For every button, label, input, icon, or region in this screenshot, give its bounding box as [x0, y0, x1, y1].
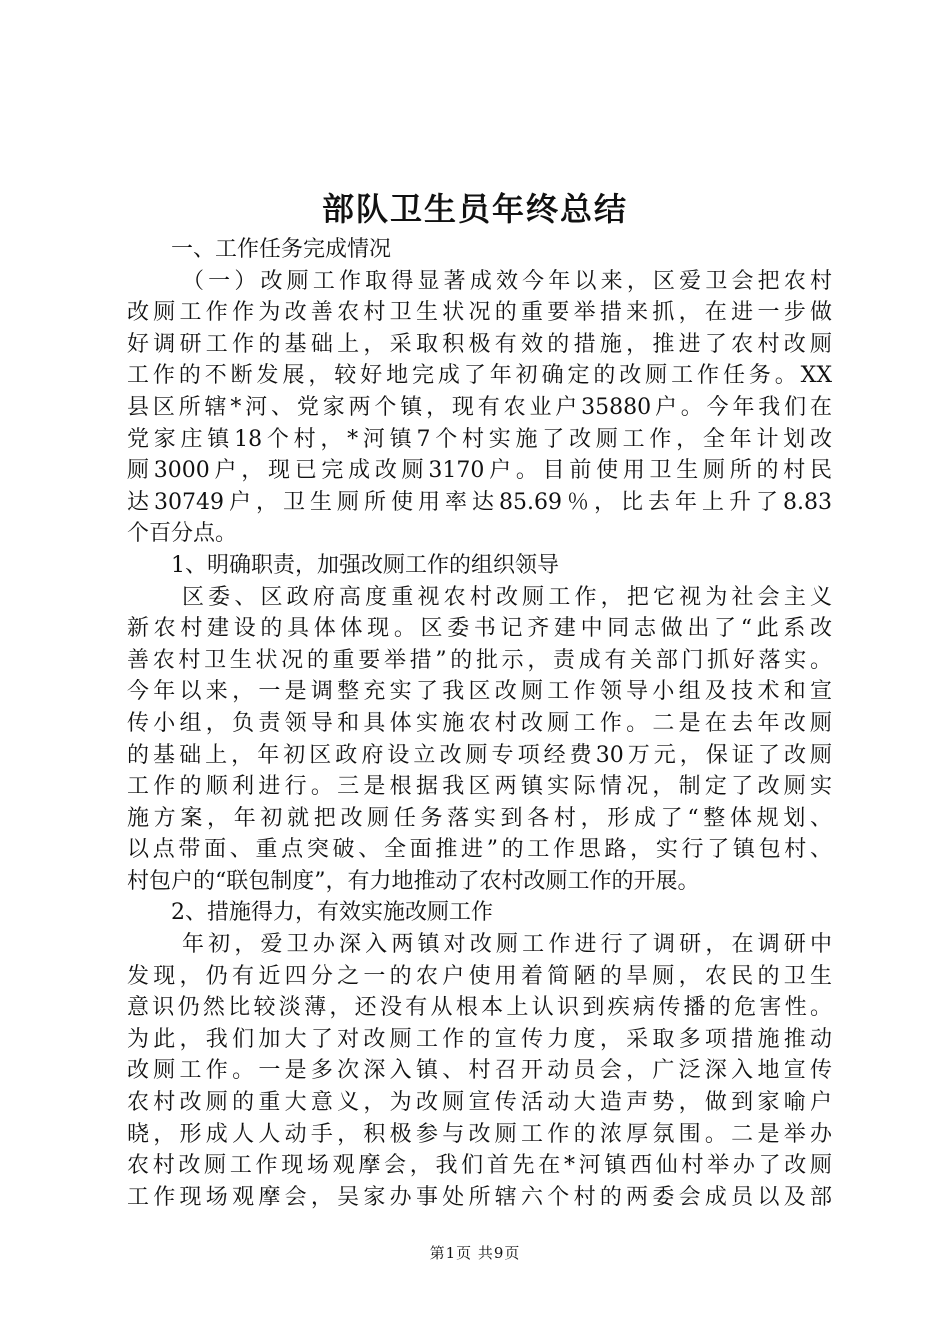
- paragraph-line: 年初，爱卫办深入两镇对改厕工作进行了调研，在调研中: [182, 932, 832, 958]
- paragraph-line: 晓，形成人人动手，积极参与改厕工作的浓厚氛围。二是举办: [127, 1121, 832, 1147]
- paragraph-line: 发现，仍有近四分之一的农户使用着简陋的旱厕，农民的卫生: [127, 963, 832, 989]
- paragraph-line: 为此，我们加大了对改厕工作的宣传力度，采取多项措施推动: [127, 1026, 832, 1052]
- section-heading: 一、工作任务完成情况: [171, 237, 392, 262]
- paragraph-line: （一）改厕工作取得显著成效今年以来，区爱卫会把农村: [182, 268, 832, 294]
- section-heading: 2、措施得力，有效实施改厕工作: [171, 900, 493, 926]
- document-title: 部队卫生员年终总结: [321, 190, 628, 228]
- paragraph-line: 善农村卫生状况的重要举措”的批示，责成有关部门抓好落实。: [127, 647, 832, 673]
- document-body: [127, 234, 832, 1213]
- paragraph-line: 农村改厕的重大意义，为改厕宣传活动大造声势，做到家喻户: [127, 1090, 832, 1116]
- paragraph-line: 厕3000户，现已完成改厕3170户。目前使用卫生厕所的村民: [127, 458, 832, 484]
- paragraph-line: 县区所辖*河、党家两个镇，现有农业户35880户。今年我们在: [127, 394, 832, 420]
- paragraph-line: 新农村建设的具体体现。区委书记齐建中同志做出了“此系改: [127, 616, 832, 642]
- paragraph-line: 施方案，年初就把改厕任务落实到各村，形成了“整体规划、: [127, 805, 832, 831]
- paragraph-line: 农村改厕工作现场观摩会，我们首先在*河镇西仙村举办了改厕: [127, 1153, 832, 1179]
- paragraph-line: 以点带面、重点突破、全面推进”的工作思路，实行了镇包村、: [127, 837, 832, 863]
- paragraph-line: 工作的顺利进行。三是根据我区两镇实际情况，制定了改厕实: [127, 774, 832, 800]
- paragraph-line: 村包户的“联包制度”，有力地推动了农村改厕工作的开展。: [127, 868, 700, 894]
- paragraph-line: 改厕工作作为改善农村卫生状况的重要举措来抓，在进一步做: [127, 300, 832, 326]
- paragraph-line: 达30749户，卫生厕所使用率达85.69％，比去年上升了8.83: [127, 489, 832, 515]
- paragraph-line: 工作现场观摩会，吴家办事处所辖六个村的两委会成员以及部: [127, 1184, 832, 1210]
- paragraph-line: 改厕工作。一是多次深入镇、村召开动员会，广泛深入地宣传: [127, 1058, 832, 1084]
- paragraph-line: 区委、区政府高度重视农村改厕工作，把它视为社会主义: [182, 584, 832, 610]
- paragraph-line: 工作的不断发展，较好地完成了年初确定的改厕工作任务。XX: [127, 363, 832, 389]
- page-number-footer: 第1页 共9页: [429, 1244, 521, 1262]
- paragraph-line: 的基础上，年初区政府设立改厕专项经费30万元，保证了改厕: [127, 742, 832, 768]
- section-heading: 1、明确职责，加强改厕工作的组织领导: [171, 552, 559, 578]
- paragraph-line: 今年以来，一是调整充实了我区改厕工作领导小组及技术和宣: [127, 679, 832, 705]
- paragraph-line: 传小组，负责领导和具体实施农村改厕工作。二是在去年改厕: [127, 710, 832, 736]
- paragraph-line: 个百分点。: [127, 521, 238, 547]
- paragraph-line: 党家庄镇18个村，*河镇7个村实施了改厕工作，全年计划改: [127, 426, 832, 452]
- paragraph-line: 好调研工作的基础上，采取积极有效的措施，推进了农村改厕: [127, 331, 832, 357]
- paragraph-line: 意识仍然比较淡薄，还没有从根本上认识到疾病传播的危害性。: [127, 995, 832, 1021]
